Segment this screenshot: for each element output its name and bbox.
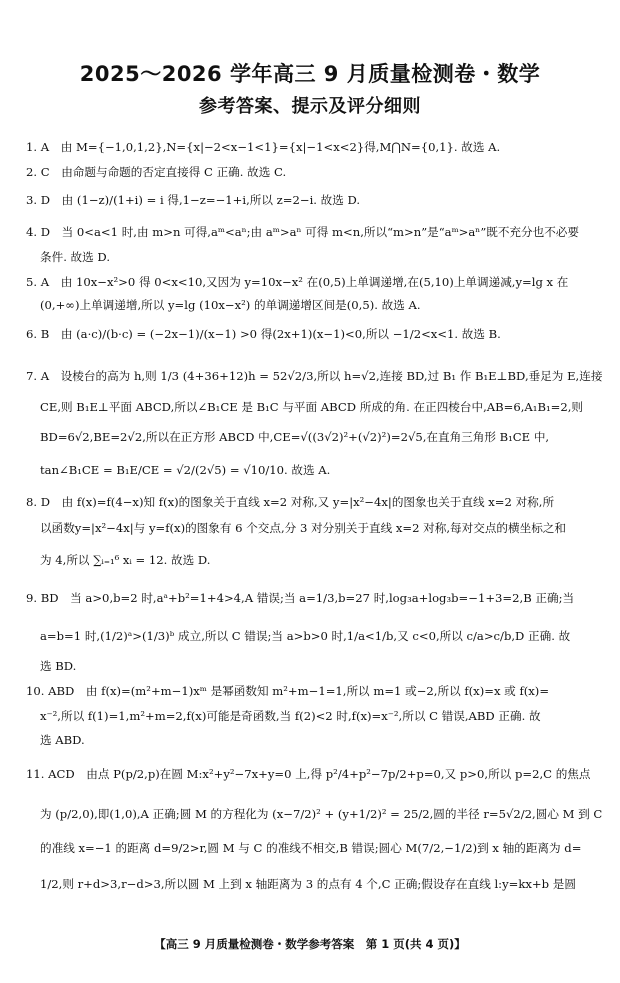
answer-11-line-2: 为 (p/2,0),即(1,0),A 正确;圆 M 的方程化为 (x−7/2)² + (y+1/2)² = 25/2,圆的半径 r=5√2/2,圆心 M 到 C [40,807,603,821]
answer-11-line-1: 11. ACD 由点 P(p/2,p)在圆 M:x²+y²−7x+y=0 上,得 p²/4+p²−7p/2+p=0,又 p>0,所以 p=2,C 的焦点 [26,767,591,781]
answer-11-line-3: 的准线 x=−1 的距离 d=9/2>r,圆 M 与 C 的准线不相交,B 错误;圆心 M(7/2,−1/2)到 x 轴的距离为 d= [40,841,582,855]
page-footer: 【高三 9 月质量检测卷・数学参考答案 第 1 页(共 4 页)】 [154,937,466,951]
answer-3-line-1: 3. D 由 (1−z)/(1+i) = i 得,1−z=−1+i,所以 z=2−i. 故选 D. [26,193,361,207]
answer-8-line-1: 8. D 由 f(x)=f(4−x)知 f(x)的图象关于直线 x=2 对称,又 y=|x²−4x|的图象也关于直线 x=2 对称,所 [26,495,555,509]
answer-1-line-1: 1. A 由 M={−1,0,1,2},N={x|−2<x−1<1}={x|−1<x<2}得,M⋂N={0,1}. 故选 A. [26,140,501,154]
answer-2-line-1: 2. C 由命题与命题的否定直接得 C 正确. 故选 C. [26,165,287,179]
page-title: 2025～2026 学年高三 9 月质量检测卷・数学 [79,62,541,86]
answer-7-line-3: BD=6√2,BE=2√2,所以在正方形 ABCD 中,CE=√((3√2)²+(√2)²)=2√5,在直角三角形 B₁CE 中, [40,430,550,444]
answer-5-line-1: 5. A 由 10x−x²>0 得 0<x<10,又因为 y=10x−x² 在(0,5)上单调递增,在(5,10)上单调递减,y=lg x 在 [26,275,569,289]
page-subtitle: 参考答案、提示及评分细则 [199,96,421,117]
answer-7-line-4: tan∠B₁CE = B₁E/CE = √2/(2√5) = √10/10. 故选 A. [40,463,331,477]
answer-7-line-2: CE,则 B₁E⊥平面 ABCD,所以∠B₁CE 是 B₁C 与平面 ABCD 所成的角. 在正四棱台中,AB=6,A₁B₁=2,则 [40,400,583,414]
answer-9-line-3: 选 BD. [40,659,77,673]
answer-10-line-2: x⁻²,所以 f(1)=1,m²+m=2,f(x)可能是奇函数,当 f(2)<2 时,f(x)=x⁻²,所以 C 错误,ABD 正确. 故 [40,709,541,723]
answer-4-line-2: 条件. 故选 D. [40,250,110,264]
answer-6-line-1: 6. B 由 (a·c)/(b·c) = (−2x−1)/(x−1) >0 得(2x+1)(x−1)<0,所以 −1/2<x<1. 故选 B. [26,327,501,341]
answer-9-line-1: 9. BD 当 a>0,b=2 时,aᵃ+b²=1+4>4,A 错误;当 a=1/3,b=27 时,log₃a+log₃b=−1+3=2,B 正确;当 [26,591,575,605]
answer-7-line-1: 7. A 设棱台的高为 h,则 1/3 (4+36+12)h = 52√2/3,所以 h=√2,连接 BD,过 B₁ 作 B₁E⊥BD,垂足为 E,连接 [26,369,603,383]
answer-10-line-3: 选 ABD. [40,733,85,747]
answer-4-line-1: 4. D 当 0<a<1 时,由 m>n 可得,aᵐ<aⁿ;由 aᵐ>aⁿ 可得 m<n,所以“m>n”是“aᵐ>aⁿ”既不充分也不必要 [26,225,579,239]
answer-8-line-3: 为 4,所以 ∑ᵢ₌₁⁶ xᵢ = 12. 故选 D. [40,553,211,567]
answer-10-line-1: 10. ABD 由 f(x)=(m²+m−1)xᵐ 是幂函数知 m²+m−1=1,所以 m=1 或−2,所以 f(x)=x 或 f(x)= [26,684,550,698]
answer-8-line-2: 以函数y=|x²−4x|与 y=f(x)的图象有 6 个交点,分 3 对分别关于直线 x=2 对称,每对交点的横坐标之和 [40,521,566,535]
answer-11-line-4: 1/2,则 r+d>3,r−d>3,所以圆 M 上到 x 轴距离为 3 的点有 4 个,C 正确;假设存在直线 l:y=kx+b 是圆 [40,877,576,891]
answer-9-line-2: a=b=1 时,(1/2)ᵃ>(1/3)ᵇ 成立,所以 C 错误;当 a>b>0 时,1/a<1/b,又 c<0,所以 c/a>c/b,D 正确. 故 [40,629,571,643]
answer-5-line-2: (0,+∞)上单调递增,所以 y=lg (10x−x²) 的单调递增区间是(0,5). 故选 A. [40,298,421,312]
